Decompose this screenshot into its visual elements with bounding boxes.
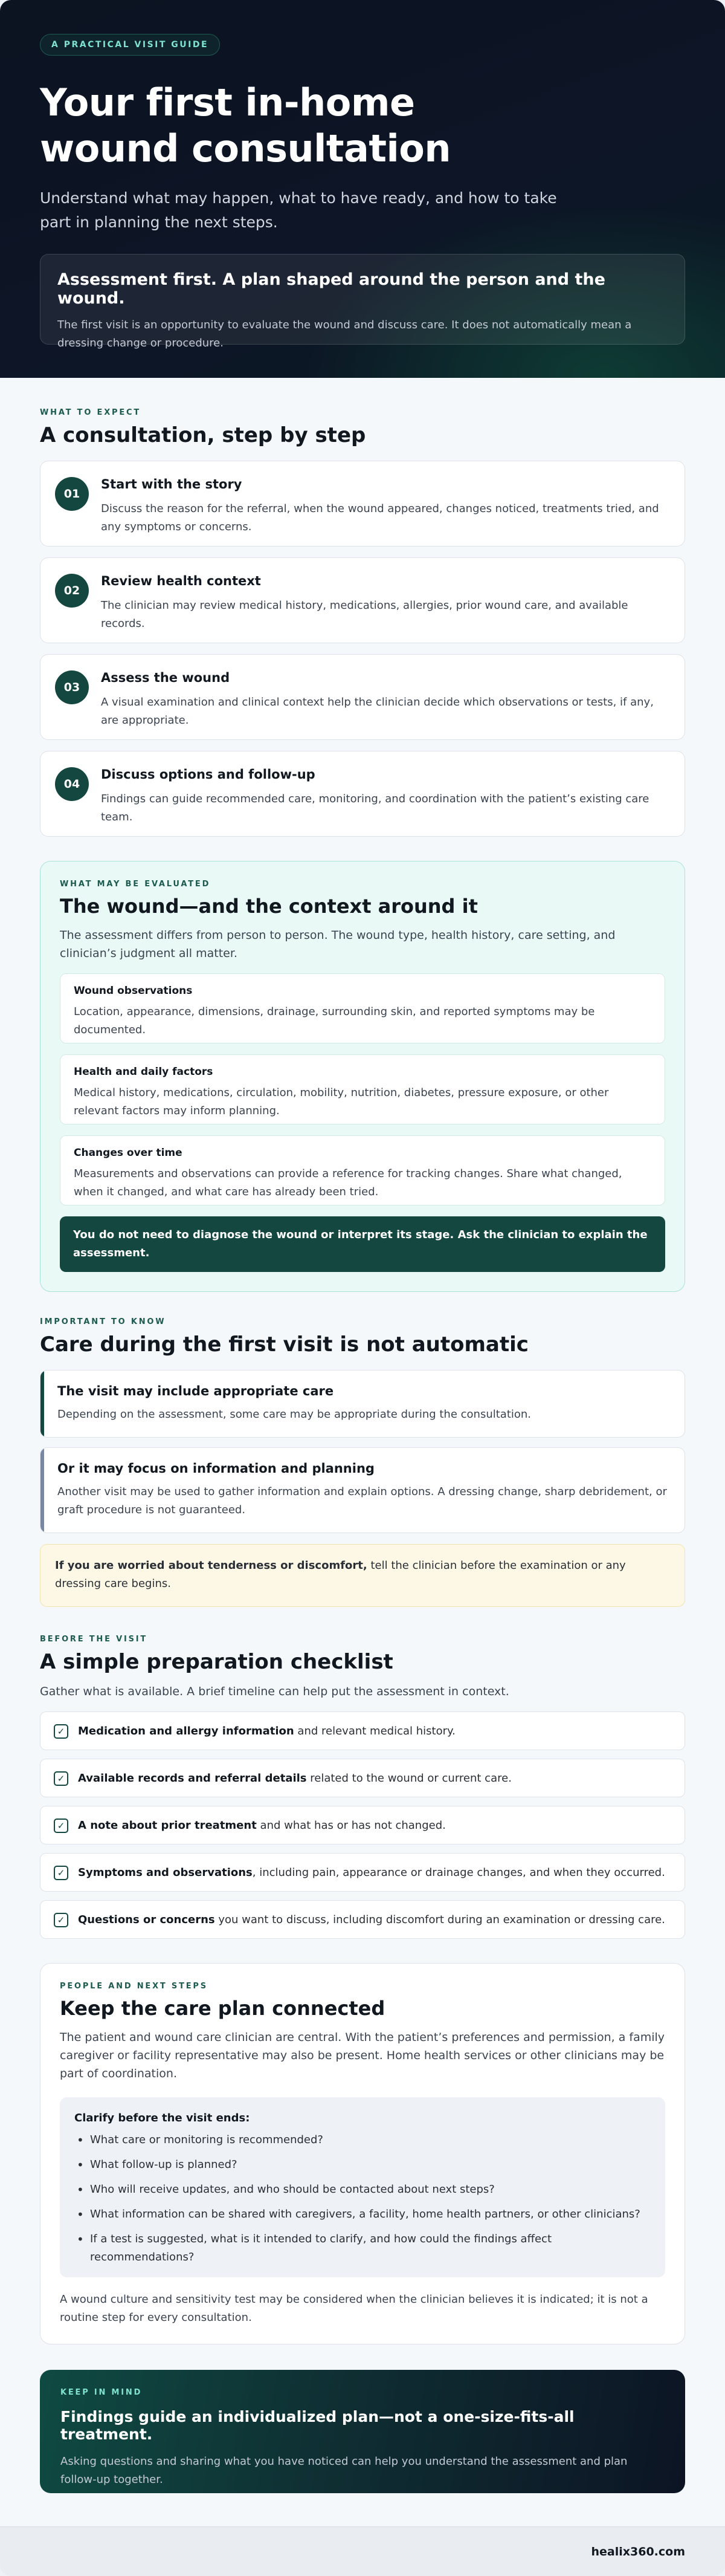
hero-callout <box>40 254 685 349</box>
evaluation-item <box>60 973 665 1043</box>
clarify-box <box>60 2097 665 2277</box>
checklist-item <box>40 1853 685 1892</box>
step-number-badge: 02 <box>55 574 89 608</box>
warning-bold: If you are worried about tenderness or discomfort, <box>55 1559 367 1572</box>
people-panel <box>40 1963 685 2344</box>
evaluation-note: You do not need to diagnose the wound or interpret its stage. Ask the clinician to explain the assessment. <box>60 1216 665 1272</box>
step-title: Start with the story <box>101 477 242 492</box>
keep-in-mind-banner <box>40 2370 685 2493</box>
checklist-item-text: , including pain, appearance or drainage changes, and when they occurred. <box>252 1866 665 1879</box>
step-card <box>40 654 685 740</box>
section-intro: Gather what is available. A brief timeline can help put the assessment in context. <box>40 1685 509 1698</box>
section-title: Keep the care plan connected <box>60 1997 385 2020</box>
info-card-care <box>40 1370 685 1438</box>
step-text: The clinician may review medical history, medications, allergies, prior wound care, and available records. <box>101 599 628 630</box>
evaluation-item-text: Measurements and observations can provide a reference for tracking changes. Share what changed, when it changed, and what care has already been tried. <box>74 1167 622 1198</box>
step-number-badge: 01 <box>55 477 89 511</box>
step-text: Findings can guide recommended care, monitoring, and coordination with the patient’s existing care team. <box>101 793 649 823</box>
checklist-item-text: you want to discuss, including discomfort during an examination or dressing care. <box>214 1913 665 1926</box>
hero-callout-title: Assessment first. A plan shaped around the person and the wound. <box>57 270 605 308</box>
checklist-item-text: and relevant medical history. <box>294 1725 456 1737</box>
section-title: The wound—and the context around it <box>60 895 478 918</box>
warning-text: tell the clinician before the examination or any dressing care begins. <box>55 1559 626 1590</box>
step-number-badge: 03 <box>55 670 89 704</box>
checkbox-checked-icon: ✓ <box>54 1866 68 1880</box>
checklist-item-text: and what has or has not changed. <box>256 1819 446 1832</box>
section-eyebrow: WHAT TO EXPECT <box>40 408 141 417</box>
checkbox-checked-icon: ✓ <box>54 1771 68 1786</box>
checklist-item-bold: Questions or concerns <box>78 1913 215 1926</box>
info-card-planning <box>40 1447 685 1533</box>
info-card-text: Another visit may be used to gather information and explain options. A dressing change, sharp debridement, or graft procedure is not guaranteed. <box>57 1485 667 1516</box>
banner-title: Findings guide an individualized plan—not a one-size-fits-all treatment. <box>60 2408 575 2443</box>
checkbox-checked-icon: ✓ <box>54 1913 68 1927</box>
step-card <box>40 461 685 547</box>
evaluation-item-title: Health and daily factors <box>74 1066 213 1078</box>
discomfort-warning <box>40 1544 685 1607</box>
checklist-item-bold: Medication and allergy information <box>78 1725 294 1737</box>
step-card <box>40 751 685 837</box>
steps-list <box>40 461 685 837</box>
evaluation-item-text: Location, appearance, dimensions, drainage, surrounding skin, and reported symptoms may be documented. <box>74 1005 595 1036</box>
page-title: Your first in-home wound consultation <box>40 80 451 170</box>
evaluation-item-text: Medical history, medications, circulation, mobility, nutrition, diabetes, pressure exposure, or other relevant factors may inform planning. <box>74 1086 609 1117</box>
section-eyebrow: WHAT MAY BE EVALUATED <box>60 880 211 889</box>
step-title: Assess the wound <box>101 670 230 685</box>
list-item: • What follow-up is planned? <box>74 2156 651 2174</box>
people-footnote: A wound culture and sensitivity test may be considered when the clinician believes it is indicated; it is not a routine step for every consultation. <box>60 2293 648 2324</box>
footer <box>0 2526 725 2576</box>
evaluation-item <box>60 1054 665 1124</box>
checklist-item <box>40 1806 685 1844</box>
list-item: • Who will receive updates, and who should be contacted about next steps? <box>74 2181 651 2199</box>
step-text: A visual examination and clinical context help the clinician decide which observations or tests, if any, are appropriate. <box>101 696 654 727</box>
step-number-badge: 04 <box>55 767 89 801</box>
checklist-item-bold: Symptoms and observations <box>78 1866 253 1879</box>
checklist-item <box>40 1711 685 1750</box>
footer-brand-link[interactable]: healix360.com <box>591 2545 685 2558</box>
info-card-title: The visit may include appropriate care <box>57 1384 334 1398</box>
evaluation-item-title: Wound observations <box>74 985 193 997</box>
clarify-title: Clarify before the visit ends: <box>74 2112 250 2124</box>
list-item: • If a test is suggested, what is it intended to clarify, and how could the findings affect recommendations? <box>74 2230 651 2266</box>
section-eyebrow: KEEP IN MIND <box>60 2388 143 2397</box>
question-list <box>74 2131 651 2266</box>
section-intro: The patient and wound care clinician are central. With the patient’s preferences and permission, a family caregiver or facility representative may also be present. Home health services or other clinicians may be part of coordination. <box>60 2031 665 2080</box>
checklist-section <box>0 1607 725 1939</box>
checklist-item <box>40 1900 685 1939</box>
step-title: Review health context <box>101 574 261 588</box>
checkbox-checked-icon: ✓ <box>54 1724 68 1739</box>
important-section <box>0 1292 725 1607</box>
info-card-title: Or it may focus on information and planning <box>57 1461 375 1476</box>
hero-kicker: A PRACTICAL VISIT GUIDE <box>40 34 220 56</box>
what-to-expect-section <box>0 378 725 837</box>
section-eyebrow: BEFORE THE VISIT <box>40 1635 148 1644</box>
section-intro: The assessment differs from person to person. The wound type, health history, care setting, and clinician’s judgment all matter. <box>60 929 616 960</box>
step-text: Discuss the reason for the referral, when the wound appeared, changes noticed, treatments tried, and any symptoms or concerns. <box>101 502 659 533</box>
evaluation-item-title: Changes over time <box>74 1147 182 1159</box>
checklist-item <box>40 1759 685 1797</box>
section-title: A consultation, step by step <box>40 423 366 447</box>
list-item: • What care or monitoring is recommended? <box>74 2131 651 2149</box>
list-item: • What information can be shared with caregivers, a facility, home health partners, or other clinicians? <box>74 2205 651 2224</box>
evaluation-panel <box>40 861 685 1292</box>
banner-text: Asking questions and sharing what you have noticed can help you understand the assessment and plan follow-up together. <box>60 2455 628 2486</box>
evaluation-item <box>60 1135 665 1205</box>
step-card <box>40 557 685 643</box>
checklist <box>40 1711 685 1939</box>
step-title: Discuss options and follow-up <box>101 767 315 782</box>
hero <box>0 0 725 378</box>
checklist-item-bold: Available records and referral details <box>78 1772 307 1785</box>
checklist-item-text: related to the wound or current care. <box>306 1772 512 1785</box>
section-eyebrow: IMPORTANT TO KNOW <box>40 1317 166 1326</box>
info-card-text: Depending on the assessment, some care may be appropriate during the consultation. <box>57 1408 532 1421</box>
hero-lede: Understand what may happen, what to have ready, and how to take part in planning the next steps. <box>40 189 557 231</box>
section-eyebrow: PEOPLE AND NEXT STEPS <box>60 1982 208 1991</box>
checklist-item-bold: A note about prior treatment <box>78 1819 257 1832</box>
section-title: Care during the first visit is not automatic <box>40 1332 529 1357</box>
checkbox-checked-icon: ✓ <box>54 1818 68 1833</box>
hero-callout-text: The first visit is an opportunity to evaluate the wound and discuss care. It does not automatically mean a dressing change or procedure. <box>57 319 632 349</box>
section-title: A simple preparation checklist <box>40 1650 393 1674</box>
